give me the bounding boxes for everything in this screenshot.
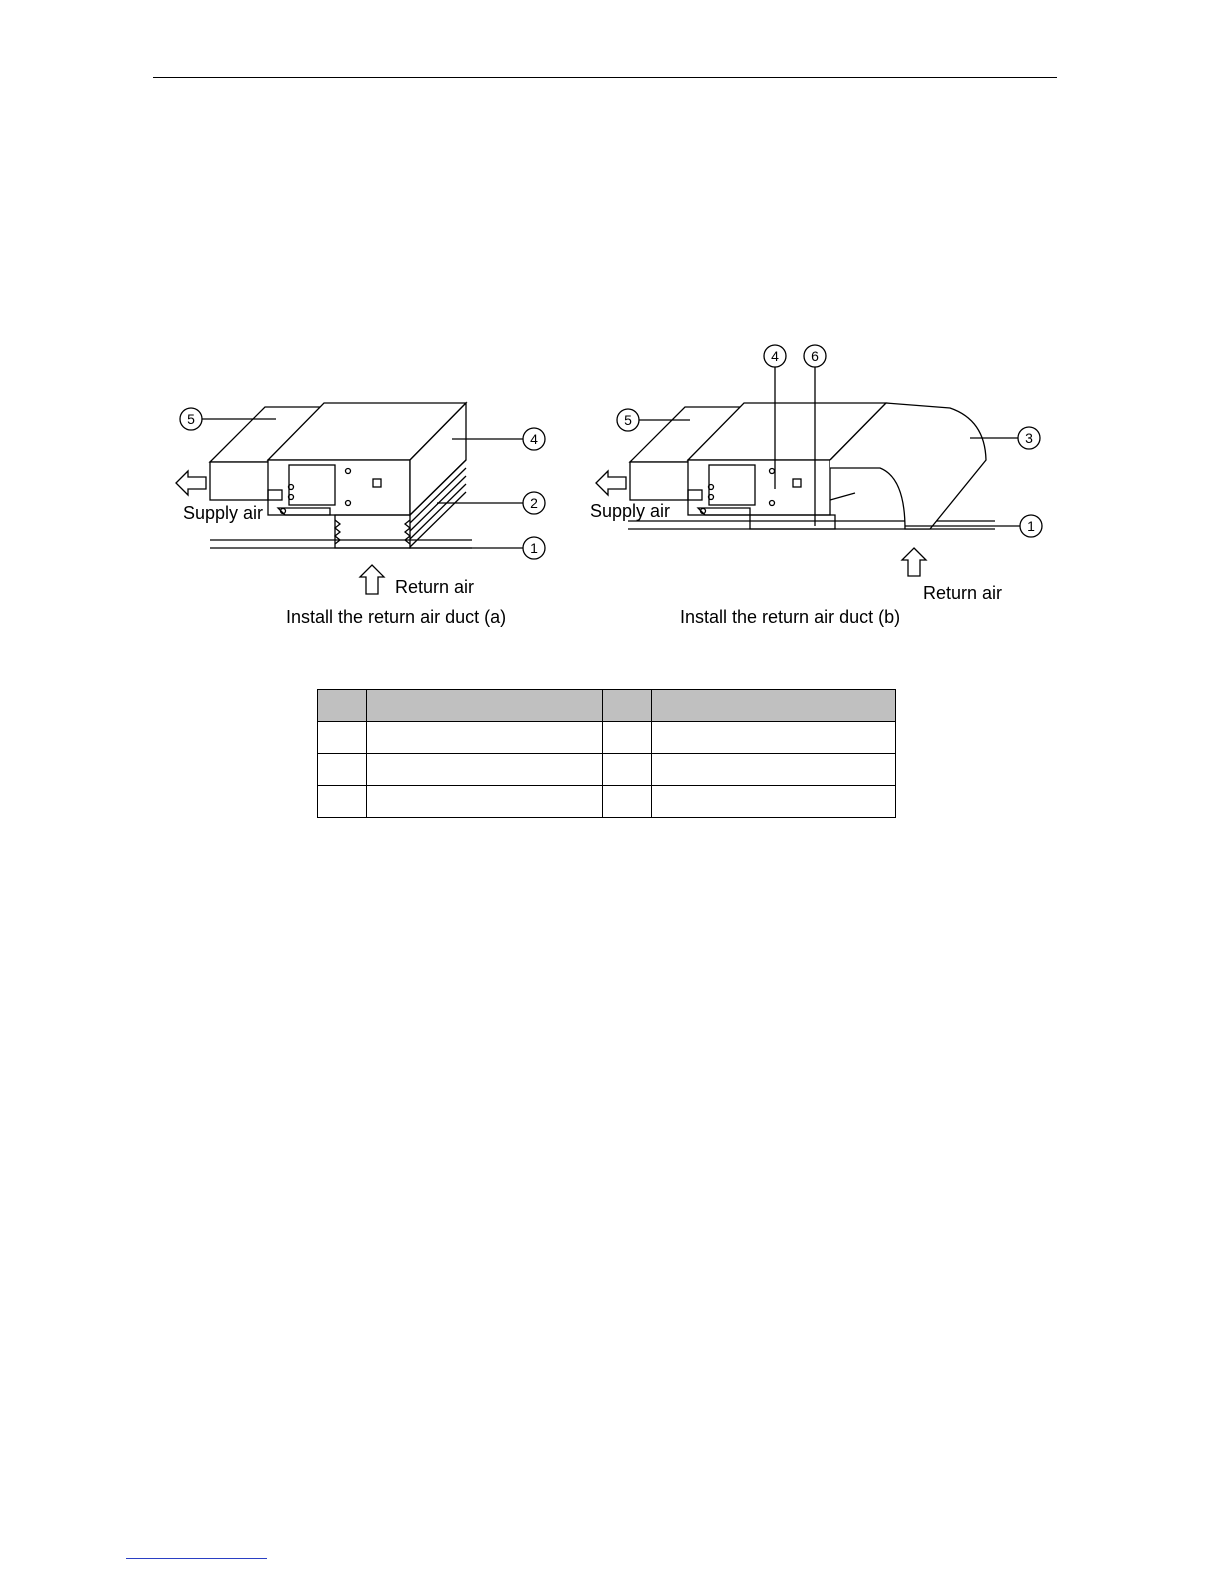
callout-a-1: 1 bbox=[530, 540, 538, 556]
table-cell bbox=[603, 786, 652, 818]
table-row bbox=[318, 786, 896, 818]
table-cell bbox=[367, 722, 603, 754]
callout-a-5: 5 bbox=[187, 411, 195, 427]
table-cell bbox=[652, 754, 896, 786]
table-cell bbox=[367, 786, 603, 818]
callout-b-3: 3 bbox=[1025, 430, 1033, 446]
table-cell bbox=[318, 722, 367, 754]
callout-b-5: 5 bbox=[624, 412, 632, 428]
header-cell bbox=[318, 690, 367, 722]
table-cell bbox=[652, 786, 896, 818]
header-cell bbox=[603, 690, 652, 722]
callout-a-4: 4 bbox=[530, 431, 538, 447]
figure-a-drawing bbox=[176, 403, 545, 594]
callout-b-1: 1 bbox=[1027, 518, 1035, 534]
table-cell bbox=[603, 754, 652, 786]
return-air-label-b: Return air bbox=[923, 583, 1003, 603]
supply-air-label-a: Supply air bbox=[183, 503, 264, 523]
table-cell bbox=[318, 786, 367, 818]
header-cell bbox=[652, 690, 896, 722]
callout-b-6: 6 bbox=[811, 348, 819, 364]
supply-air-label-b: Supply air bbox=[590, 501, 671, 521]
table-cell bbox=[367, 754, 603, 786]
table-header-row bbox=[318, 690, 896, 722]
footer-rule bbox=[126, 1558, 267, 1559]
table-cell bbox=[652, 722, 896, 754]
return-air-label-a: Return air bbox=[395, 577, 475, 597]
parts-legend-table bbox=[317, 689, 896, 818]
callout-a-2: 2 bbox=[530, 495, 538, 511]
figure-b-drawing bbox=[596, 345, 1042, 576]
header-cell bbox=[367, 690, 603, 722]
caption-b: Install the return air duct (b) bbox=[680, 607, 901, 627]
return-air-duct-figure bbox=[0, 0, 1224, 700]
table-cell bbox=[318, 754, 367, 786]
table-row bbox=[318, 754, 896, 786]
callout-b-4: 4 bbox=[771, 348, 779, 364]
table-cell bbox=[603, 722, 652, 754]
table-row bbox=[318, 722, 896, 754]
caption-a: Install the return air duct (a) bbox=[286, 607, 507, 627]
